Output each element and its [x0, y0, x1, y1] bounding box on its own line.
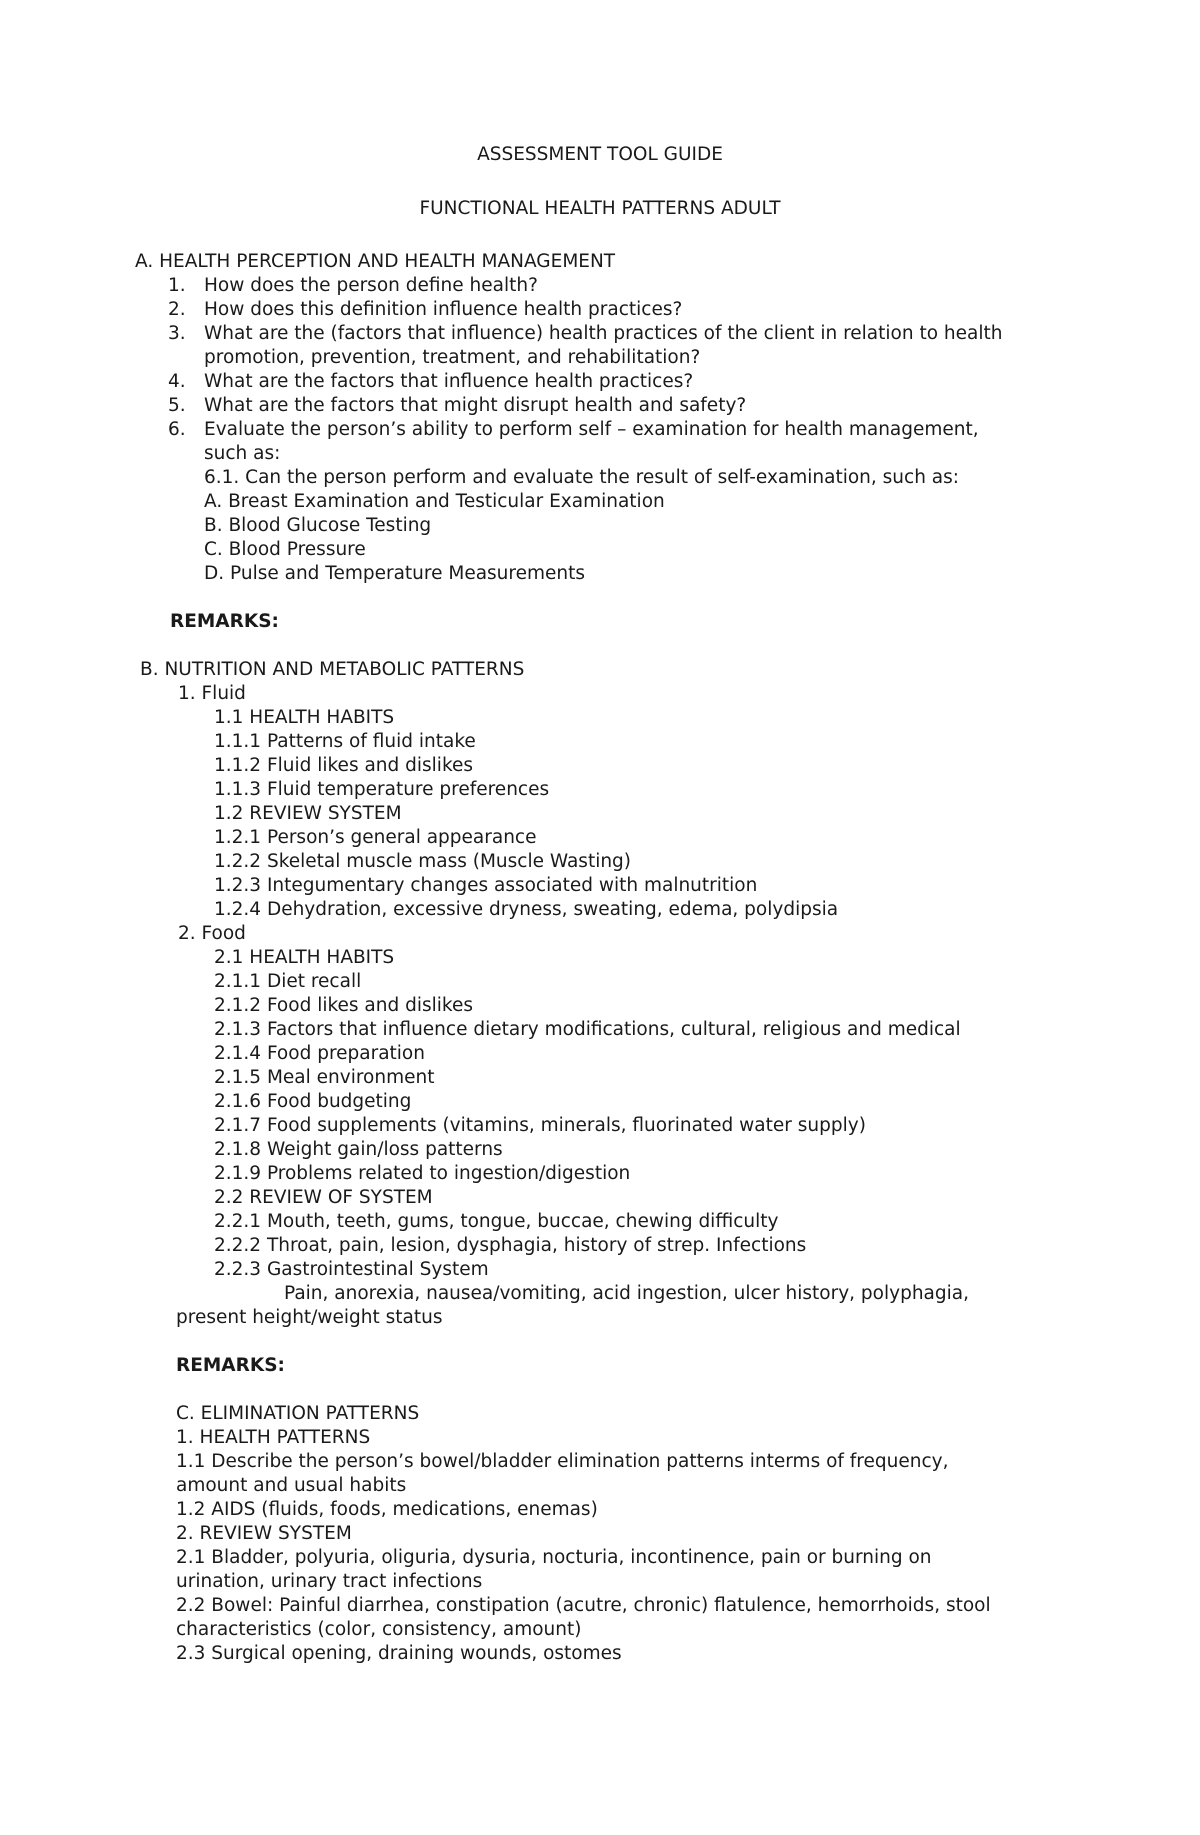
outline-line: 2.2.3 Gastrointestinal System: [214, 1259, 489, 1280]
outline-line: amount and usual habits: [176, 1475, 407, 1496]
outline-line: 1.2.1 Person’s general appearance: [214, 827, 537, 848]
remarks-label: REMARKS:: [170, 611, 279, 632]
sub-item: C. Blood Pressure: [204, 539, 366, 560]
list-item-number: 1.: [168, 275, 186, 296]
list-item: What are the factors that influence health practices?: [204, 371, 694, 392]
outline-line: 2.1.7 Food supplements (vitamins, minerals, fluorinated water supply): [214, 1115, 866, 1136]
outline-line: 2.3 Surgical opening, draining wounds, ostomes: [176, 1643, 622, 1664]
list-item-number: 3.: [168, 323, 186, 344]
outline-line: urination, urinary tract infections: [176, 1571, 483, 1592]
outline-line: 2.2.1 Mouth, teeth, gums, tongue, buccae, chewing difficulty: [214, 1211, 779, 1232]
gi-detail-continuation: present height/weight status: [176, 1307, 443, 1328]
outline-line: 2.1.4 Food preparation: [214, 1043, 425, 1064]
outline-line: 2.1.1 Diet recall: [214, 971, 362, 992]
list-item: How does this definition influence health practices?: [204, 299, 683, 320]
outline-line: 1. HEALTH PATTERNS: [176, 1427, 371, 1448]
document-title: ASSESSMENT TOOL GUIDE: [477, 144, 723, 165]
outline-line: 1.2.3 Integumentary changes associated with malnutrition: [214, 875, 758, 896]
outline-line: 2.1 HEALTH HABITS: [214, 947, 395, 968]
outline-line: 2.1.6 Food budgeting: [214, 1091, 412, 1112]
outline-line: 2.2.2 Throat, pain, lesion, dysphagia, history of strep. Infections: [214, 1235, 807, 1256]
outline-line: 2.1.9 Problems related to ingestion/digestion: [214, 1163, 631, 1184]
fluid-label: 1. Fluid: [178, 683, 246, 704]
list-item: Evaluate the person’s ability to perform self – examination for health management,: [204, 419, 979, 440]
outline-line: 2.1.8 Weight gain/loss patterns: [214, 1139, 503, 1160]
list-item-number: 6.: [168, 419, 186, 440]
list-item-number: 2.: [168, 299, 186, 320]
outline-line: 2.1.2 Food likes and dislikes: [214, 995, 473, 1016]
outline-line: 1.2.4 Dehydration, excessive dryness, sweating, edema, polydipsia: [214, 899, 839, 920]
outline-line: 1.2 AIDS (fluids, foods, medications, enemas): [176, 1499, 598, 1520]
list-item-number: 4.: [168, 371, 186, 392]
list-item: What are the factors that might disrupt health and safety?: [204, 395, 747, 416]
outline-line: characteristics (color, consistency, amount): [176, 1619, 582, 1640]
outline-line: 2.1 Bladder, polyuria, oliguria, dysuria, nocturia, incontinence, pain or burning on: [176, 1547, 932, 1568]
section-a-heading: A. HEALTH PERCEPTION AND HEALTH MANAGEMENT: [135, 251, 616, 272]
outline-line: 1.1.3 Fluid temperature preferences: [214, 779, 550, 800]
outline-line: 1.1 Describe the person’s bowel/bladder elimination patterns interms of frequency,: [176, 1451, 949, 1472]
list-item: How does the person define health?: [204, 275, 538, 296]
outline-line: 1.1.1 Patterns of fluid intake: [214, 731, 476, 752]
list-item-continuation: promotion, prevention, treatment, and rehabilitation?: [204, 347, 701, 368]
list-item: What are the (factors that influence) health practices of the client in relation to health: [204, 323, 1003, 344]
outline-line: 2.2 REVIEW OF SYSTEM: [214, 1187, 433, 1208]
outline-line: 2.1.3 Factors that influence dietary modifications, cultural, religious and medical: [214, 1019, 961, 1040]
outline-line: 1.1 HEALTH HABITS: [214, 707, 395, 728]
sub-item: D. Pulse and Temperature Measurements: [204, 563, 586, 584]
outline-line: 1.1.2 Fluid likes and dislikes: [214, 755, 474, 776]
list-item-continuation: such as:: [204, 443, 281, 464]
outline-line: 1.2.2 Skeletal muscle mass (Muscle Wasting): [214, 851, 632, 872]
food-label: 2. Food: [178, 923, 246, 944]
outline-line: 2.1.5 Meal environment: [214, 1067, 435, 1088]
outline-line: 2.2 Bowel: Painful diarrhea, constipation (acutre, chronic) flatulence, hemorrhoids, stool: [176, 1595, 991, 1616]
sub-item: A. Breast Examination and Testicular Examination: [204, 491, 665, 512]
outline-line: 2. REVIEW SYSTEM: [176, 1523, 352, 1544]
document-subtitle: FUNCTIONAL HEALTH PATTERNS ADULT: [419, 198, 781, 219]
section-c-heading: C. ELIMINATION PATTERNS: [176, 1403, 420, 1424]
sub-item: 6.1. Can the person perform and evaluate the result of self-examination, such as:: [204, 467, 960, 488]
outline-line: 1.2 REVIEW SYSTEM: [214, 803, 402, 824]
list-item-number: 5.: [168, 395, 186, 416]
section-b-heading: B. NUTRITION AND METABOLIC PATTERNS: [140, 659, 525, 680]
remarks-label: REMARKS:: [176, 1355, 285, 1376]
sub-item: B. Blood Glucose Testing: [204, 515, 432, 536]
gi-detail: Pain, anorexia, nausea/vomiting, acid ingestion, ulcer history, polyphagia,: [284, 1283, 969, 1304]
